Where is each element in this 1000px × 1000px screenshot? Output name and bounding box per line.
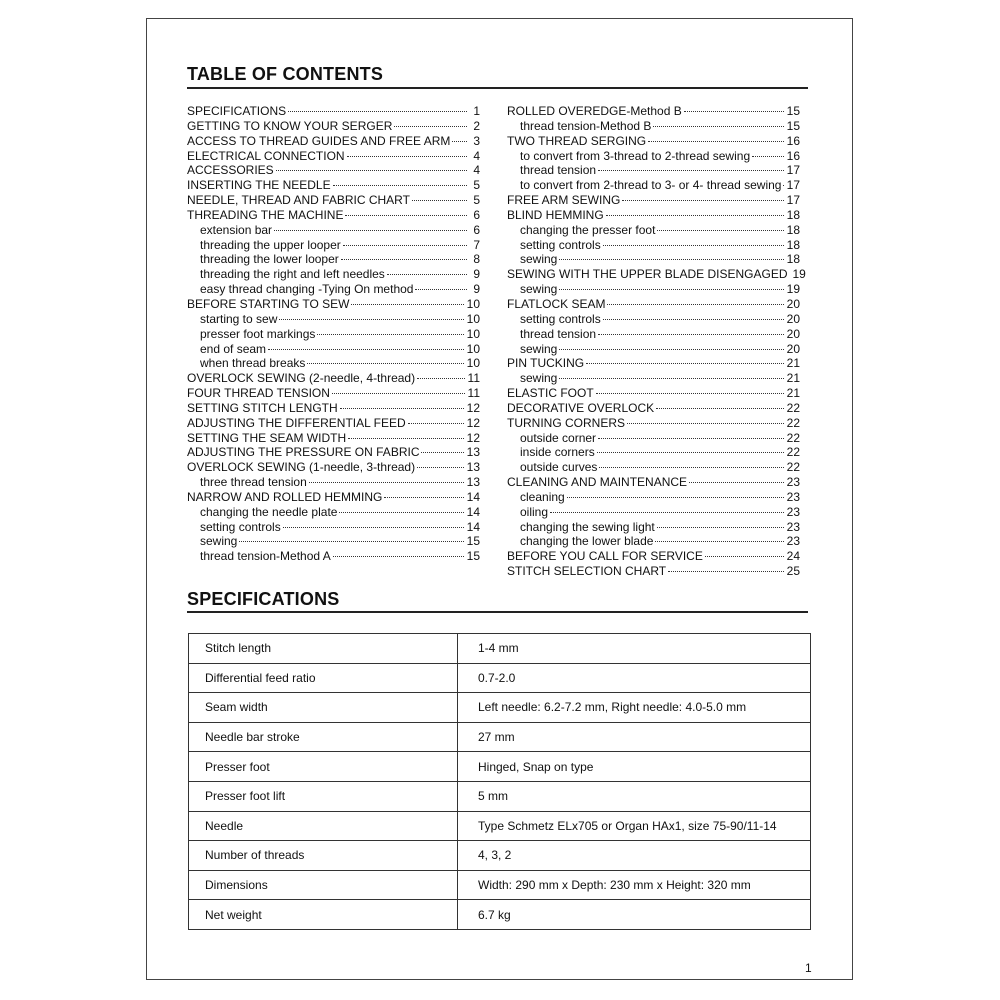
toc-leader-dots	[394, 126, 467, 127]
toc-entry-title: to convert from 2-thread to 3- or 4- thread sewing	[520, 178, 782, 193]
toc-entry	[507, 193, 800, 208]
spec-value: 27 mm	[458, 722, 811, 752]
toc-leader-dots	[348, 438, 464, 439]
toc-entry-page: 20	[786, 311, 800, 326]
toc-entry	[507, 460, 800, 475]
toc-entry	[187, 386, 480, 401]
toc-entry-page: 15	[466, 534, 480, 549]
toc-entry-title: presser foot markings	[200, 326, 316, 341]
toc-entry-title: INSERTING THE NEEDLE	[187, 178, 331, 193]
toc-entry	[187, 163, 480, 178]
page-number: 1	[805, 961, 812, 975]
toc-leader-dots	[332, 393, 465, 394]
specifications-heading-rule	[187, 611, 808, 613]
spec-row	[189, 781, 811, 811]
toc-entry-page: 4	[473, 163, 480, 178]
toc-entry	[187, 342, 480, 357]
toc-entry-page: 22	[786, 400, 800, 415]
toc-leader-dots	[412, 200, 467, 201]
toc-entry-title: sewing	[520, 371, 558, 386]
toc-entry-page: 22	[786, 460, 800, 475]
toc-entry-title: extension bar	[200, 222, 273, 237]
toc-entry-page: 16	[786, 133, 800, 148]
toc-leader-dots	[417, 467, 464, 468]
toc-entry	[187, 252, 480, 267]
toc-entry	[187, 490, 480, 505]
toc-entry-title: GETTING TO KNOW YOUR SERGER	[187, 118, 393, 133]
toc-entry-title: changing the lower blade	[520, 534, 654, 549]
toc-entry-page: 12	[466, 415, 480, 430]
toc-entry	[507, 475, 800, 490]
toc-leader-dots	[596, 393, 784, 394]
toc-entry-page: 19	[792, 267, 806, 282]
toc-entry	[507, 163, 800, 178]
toc-leader-dots	[705, 556, 784, 557]
toc-entry-page: 22	[786, 430, 800, 445]
toc-entry	[507, 342, 800, 357]
toc-entry-title: thread tension-Method A	[200, 549, 331, 564]
toc-entry	[507, 549, 800, 564]
toc-entry	[507, 534, 800, 549]
toc-entry	[507, 564, 800, 579]
toc-entry	[187, 104, 480, 119]
toc-entry	[187, 178, 480, 193]
toc-entry-page: 17	[786, 193, 800, 208]
toc-entry-page: 18	[786, 252, 800, 267]
toc-entry-title: thread tension	[520, 163, 597, 178]
toc-entry-page: 24	[786, 549, 800, 564]
toc-entry-page: 11	[467, 371, 480, 386]
spec-value: 4, 3, 2	[458, 841, 811, 871]
toc-entry-title: when thread breaks	[200, 356, 306, 371]
specifications-heading: SPECIFICATIONS	[187, 589, 340, 609]
toc-leader-dots	[598, 438, 784, 439]
toc-entry-page: 5	[473, 193, 480, 208]
toc-leader-dots	[668, 571, 784, 572]
spec-row	[189, 634, 811, 664]
toc-entry-title: BLIND HEMMING	[507, 207, 604, 222]
spec-row	[189, 900, 811, 930]
toc-entry-page: 15	[466, 549, 480, 564]
toc-entry-page: 23	[786, 534, 800, 549]
spec-row	[189, 752, 811, 782]
toc-entry-page: 9	[473, 282, 480, 297]
toc-entry-page: 20	[786, 341, 800, 356]
spec-value: Width: 290 mm x Depth: 230 mm x Height: 320 mm	[458, 870, 811, 900]
toc-entry-page: 21	[786, 371, 800, 386]
toc-entry-page: 12	[466, 400, 480, 415]
toc-entry-page: 21	[786, 356, 800, 371]
spec-label: Stitch length	[189, 634, 458, 664]
toc-entry	[507, 104, 800, 119]
toc-entry-page: 10	[466, 341, 480, 356]
toc-entry-title: THREADING THE MACHINE	[187, 207, 344, 222]
toc-entry-title: thread tension-Method B	[520, 118, 652, 133]
toc-leader-dots	[341, 259, 467, 260]
toc-entry-page: 10	[466, 356, 480, 371]
toc-entry	[507, 134, 800, 149]
toc-leader-dots	[559, 349, 783, 350]
toc-entry-page: 21	[786, 386, 800, 401]
toc-entry-page: 2	[473, 118, 480, 133]
spec-row	[189, 693, 811, 723]
toc-entry-title: ELASTIC FOOT	[507, 386, 594, 401]
spec-row	[189, 811, 811, 841]
toc-entry-page: 18	[786, 237, 800, 252]
toc-heading: TABLE OF CONTENTS	[187, 64, 384, 84]
toc-entry-page: 12	[466, 430, 480, 445]
toc-entry	[187, 520, 480, 535]
toc-entry	[507, 252, 800, 267]
toc-entry-page: 4	[473, 148, 480, 163]
spec-label: Net weight	[189, 900, 458, 930]
toc-entry	[507, 267, 806, 282]
toc-entry	[187, 208, 480, 223]
toc-entry-page: 20	[786, 296, 800, 311]
toc-entry-title: NARROW AND ROLLED HEMMING	[187, 489, 383, 504]
toc-leader-dots	[283, 527, 464, 528]
toc-leader-dots	[307, 363, 463, 364]
spec-value: 6.7 kg	[458, 900, 811, 930]
toc-entry	[187, 238, 480, 253]
toc-entry	[507, 208, 800, 223]
toc-leader-dots	[622, 200, 783, 201]
toc-entry-page: 6	[473, 222, 480, 237]
toc-entry	[187, 282, 480, 297]
toc-entry-title: ROLLED OVEREDGE-Method B	[507, 104, 682, 118]
toc-entry-title: changing the presser foot	[520, 222, 656, 237]
toc-entry	[507, 312, 800, 327]
toc-entry-title: cleaning	[520, 489, 565, 504]
toc-entry-page: 14	[466, 519, 480, 534]
toc-leader-dots	[586, 363, 784, 364]
toc-entry-title: oiling	[520, 504, 549, 519]
toc-entry-page: 10	[466, 296, 480, 311]
toc-entry-title: BEFORE YOU CALL FOR SERVICE	[507, 549, 703, 564]
toc-entry-title: TURNING CORNERS	[507, 415, 626, 430]
toc-entry-title: BEFORE STARTING TO SEW	[187, 296, 350, 311]
toc-entry-title: ELECTRICAL CONNECTION	[187, 148, 345, 163]
toc-entry-title: three thread tension	[200, 475, 307, 490]
toc-entry-title: ACCESS TO THREAD GUIDES AND FREE ARM	[187, 133, 451, 148]
toc-entry	[187, 505, 480, 520]
toc-entry	[187, 297, 480, 312]
toc-entry-title: SETTING THE SEAM WIDTH	[187, 430, 347, 445]
toc-entry	[507, 356, 800, 371]
toc-entry	[507, 297, 800, 312]
toc-entry	[507, 119, 800, 134]
toc-leader-dots	[384, 497, 463, 498]
toc-entry-title: outside corner	[520, 430, 597, 445]
toc-entry	[187, 475, 480, 490]
specifications-table	[188, 633, 811, 930]
toc-leader-dots	[274, 230, 467, 231]
toc-entry-title: starting to sew	[200, 311, 278, 326]
toc-entry-title: ADJUSTING THE DIFFERENTIAL FEED	[187, 415, 406, 430]
toc-entry	[507, 149, 800, 164]
toc-entry-title: end of seam	[200, 341, 267, 356]
toc-entry-page: 11	[467, 386, 480, 401]
toc-entry-title: setting controls	[520, 237, 601, 252]
toc-entry-title: easy thread changing -Tying On method	[200, 282, 414, 297]
spec-row	[189, 663, 811, 693]
toc-entry-title: TWO THREAD SERGING	[507, 133, 647, 148]
toc-entry	[187, 534, 480, 549]
toc-entry-title: FOUR THREAD TENSION	[187, 386, 330, 401]
toc-entry	[507, 282, 800, 297]
toc-entry	[187, 416, 480, 431]
toc-leader-dots	[653, 126, 783, 127]
spec-label: Number of threads	[189, 841, 458, 871]
toc-entry	[187, 119, 480, 134]
toc-entry-page: 20	[786, 326, 800, 341]
spec-row	[189, 870, 811, 900]
toc-leader-dots	[655, 541, 783, 542]
toc-leader-dots	[603, 319, 784, 320]
spec-label: Needle bar stroke	[189, 722, 458, 752]
toc-leader-dots	[408, 423, 464, 424]
toc-leader-dots	[657, 230, 783, 231]
toc-entry	[507, 401, 800, 416]
toc-leader-dots	[417, 378, 464, 379]
toc-entry-page: 14	[466, 504, 480, 519]
toc-leader-dots	[279, 319, 463, 320]
spec-label: Seam width	[189, 693, 458, 723]
toc-entry	[187, 223, 480, 238]
toc-entry	[187, 267, 480, 282]
spec-label: Presser foot	[189, 752, 458, 782]
toc-leader-dots	[603, 245, 784, 246]
toc-entry-title: SETTING STITCH LENGTH	[187, 400, 338, 415]
toc-entry-page: 19	[786, 282, 800, 297]
toc-entry	[187, 312, 480, 327]
toc-entry-title: sewing	[200, 534, 238, 549]
toc-leader-dots	[339, 512, 463, 513]
toc-entry-page: 25	[786, 564, 800, 579]
toc-leader-dots	[421, 452, 463, 453]
toc-entry-page: 8	[473, 252, 480, 267]
toc-leader-dots	[317, 334, 463, 335]
toc-leader-dots	[559, 289, 783, 290]
toc-entry-page: 16	[786, 148, 800, 163]
toc-entry-page: 10	[466, 311, 480, 326]
toc-entry	[187, 445, 480, 460]
spec-label: Differential feed ratio	[189, 663, 458, 693]
spec-value: 5 mm	[458, 781, 811, 811]
toc-entry-title: threading the upper looper	[200, 237, 341, 252]
toc-entry-title: sewing	[520, 252, 558, 267]
toc-entry-title: SEWING WITH THE UPPER BLADE DISENGAGED	[507, 267, 788, 282]
toc-entry-page: 18	[786, 207, 800, 222]
toc-leader-dots	[598, 334, 784, 335]
toc-leader-dots	[239, 541, 463, 542]
toc-entry-page: 15	[786, 118, 800, 133]
toc-entry-title: FREE ARM SEWING	[507, 193, 621, 208]
toc-entry	[507, 178, 800, 193]
toc-entry	[507, 327, 800, 342]
toc-entry-page: 5	[473, 178, 480, 193]
toc-entry-title: inside corners	[520, 445, 595, 460]
toc-entry-title: ACCESSORIES	[187, 163, 274, 178]
toc-entry-title: CLEANING AND MAINTENANCE	[507, 475, 688, 490]
toc-entry-page: 10	[466, 326, 480, 341]
toc-entry-title: thread tension	[520, 326, 597, 341]
spec-row	[189, 841, 811, 871]
toc-leader-dots	[387, 274, 467, 275]
toc-leader-dots	[752, 156, 784, 157]
toc-entry-page: 17	[786, 178, 800, 193]
toc-leader-dots	[559, 259, 783, 260]
toc-entry	[187, 401, 480, 416]
toc-right-column	[507, 104, 806, 579]
toc-leader-dots	[627, 423, 784, 424]
toc-entry-title: changing the needle plate	[200, 504, 338, 519]
toc-left-column	[187, 104, 480, 564]
toc-entry	[187, 327, 480, 342]
toc-leader-dots	[684, 111, 784, 112]
spec-value: Type Schmetz ELx705 or Organ HAx1, size 75-90/11-14	[458, 811, 811, 841]
toc-leader-dots	[599, 467, 783, 468]
toc-entry-title: PIN TUCKING	[507, 356, 585, 371]
toc-entry-title: threading the right and left needles	[200, 267, 385, 282]
toc-entry-title: sewing	[520, 341, 558, 356]
toc-leader-dots	[648, 141, 784, 142]
toc-entry	[507, 371, 800, 386]
toc-entry	[507, 223, 800, 238]
toc-leader-dots	[598, 170, 784, 171]
toc-entry-title: STITCH SELECTION CHART	[507, 564, 667, 579]
toc-entry-page: 22	[786, 415, 800, 430]
toc-leader-dots	[333, 185, 467, 186]
toc-entry-title: sewing	[520, 282, 558, 297]
toc-entry-page: 13	[466, 445, 480, 460]
spec-label: Presser foot lift	[189, 781, 458, 811]
spec-value: 1-4 mm	[458, 634, 811, 664]
spec-value: 0.7-2.0	[458, 663, 811, 693]
toc-leader-dots	[288, 111, 467, 112]
spec-value: Hinged, Snap on type	[458, 752, 811, 782]
toc-leader-dots	[333, 556, 464, 557]
toc-leader-dots	[340, 408, 464, 409]
toc-entry	[507, 238, 800, 253]
toc-entry-title: setting controls	[200, 519, 281, 534]
toc-entry-page: 14	[466, 489, 480, 504]
toc-entry-page: 23	[786, 519, 800, 534]
toc-entry	[187, 431, 480, 446]
toc-entry-title: ADJUSTING THE PRESSURE ON FABRIC	[187, 445, 420, 460]
toc-leader-dots	[606, 215, 784, 216]
spec-label: Needle	[189, 811, 458, 841]
toc-entry	[187, 193, 480, 208]
toc-leader-dots	[452, 141, 467, 142]
spec-row	[189, 722, 811, 752]
toc-entry-title: to convert from 3-thread to 2-thread sewing	[520, 148, 751, 163]
toc-entry	[187, 134, 480, 149]
toc-entry	[187, 371, 480, 386]
toc-leader-dots	[309, 482, 464, 483]
toc-entry	[187, 149, 480, 164]
toc-leader-dots	[268, 349, 464, 350]
toc-entry-page: 6	[473, 207, 480, 222]
toc-entry	[507, 520, 800, 535]
toc-entry-page: 13	[466, 460, 480, 475]
toc-leader-dots	[276, 170, 467, 171]
toc-entry-title: DECORATIVE OVERLOCK	[507, 400, 655, 415]
toc-leader-dots	[656, 408, 784, 409]
toc-entry-page: 23	[786, 475, 800, 490]
toc-entry-page: 1	[473, 104, 480, 118]
toc-entry	[507, 490, 800, 505]
toc-leader-dots	[597, 452, 784, 453]
toc-entry-title: FLATLOCK SEAM	[507, 296, 606, 311]
toc-entry-page: 9	[473, 267, 480, 282]
toc-leader-dots	[657, 527, 784, 528]
toc-entry-page: 22	[786, 445, 800, 460]
toc-leader-dots	[567, 497, 784, 498]
toc-entry-title: threading the lower looper	[200, 252, 339, 267]
toc-entry-title: changing the sewing light	[520, 519, 655, 534]
toc-entry-title: OVERLOCK SEWING (2-needle, 4-thread)	[187, 371, 416, 386]
toc-entry	[507, 445, 800, 460]
spec-value: Left needle: 6.2-7.2 mm, Right needle: 4.0-5.0 mm	[458, 693, 811, 723]
toc-entry-page: 18	[786, 222, 800, 237]
toc-entry-page: 3	[473, 133, 480, 148]
toc-entry-page: 23	[786, 489, 800, 504]
toc-entry	[187, 460, 480, 475]
toc-entry	[187, 549, 480, 564]
toc-entry-page: 23	[786, 504, 800, 519]
toc-entry	[507, 431, 800, 446]
toc-entry-title: setting controls	[520, 311, 601, 326]
toc-leader-dots	[559, 378, 783, 379]
toc-leader-dots	[345, 215, 467, 216]
toc-leader-dots	[347, 156, 467, 157]
toc-leader-dots	[351, 304, 463, 305]
toc-leader-dots	[415, 289, 467, 290]
toc-entry-title: OVERLOCK SEWING (1-needle, 3-thread)	[187, 460, 416, 475]
toc-entry	[187, 356, 480, 371]
toc-entry	[507, 416, 800, 431]
toc-heading-rule	[187, 87, 808, 89]
spec-label: Dimensions	[189, 870, 458, 900]
toc-entry	[507, 386, 800, 401]
toc-entry-title: NEEDLE, THREAD AND FABRIC CHART	[187, 193, 410, 208]
toc-leader-dots	[343, 245, 467, 246]
toc-leader-dots	[607, 304, 783, 305]
toc-leader-dots	[689, 482, 784, 483]
toc-entry-title: SPECIFICATIONS	[187, 104, 287, 118]
toc-entry-title: outside curves	[520, 460, 598, 475]
toc-entry	[507, 505, 800, 520]
toc-entry-page: 15	[786, 104, 800, 118]
toc-leader-dots	[550, 512, 784, 513]
toc-entry-page: 17	[786, 163, 800, 178]
toc-entry-page: 13	[466, 475, 480, 490]
toc-entry-page: 7	[473, 237, 480, 252]
